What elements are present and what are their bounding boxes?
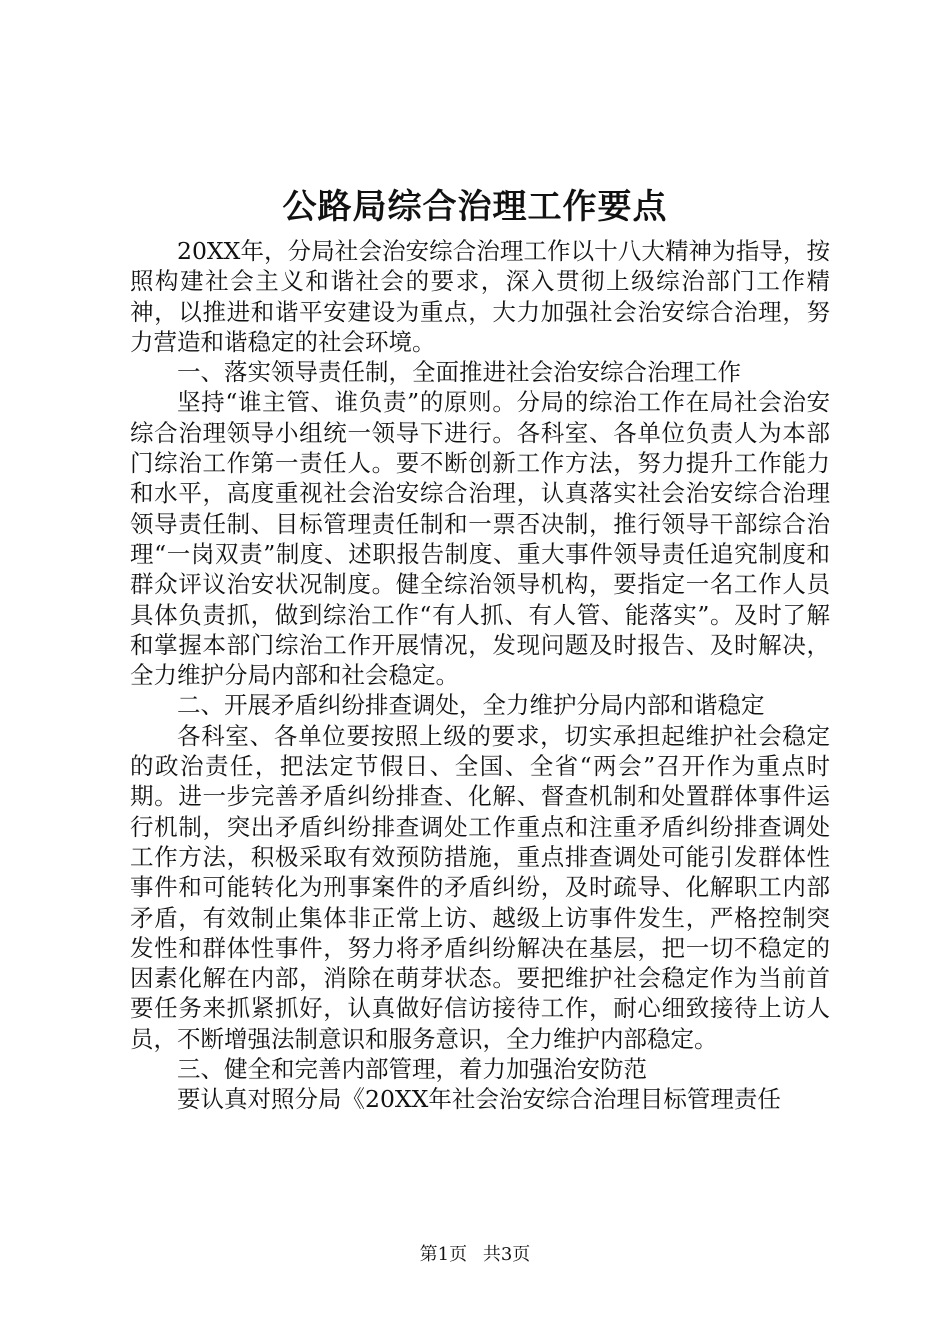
document-body [130, 236, 830, 1115]
section-paragraph-2: 各科室、各单位要按照上级的要求，切实承担起维护社会稳定的政治责任，把法定节假日、全国、全省“两会”召开作为重点时期。进一步完善矛盾纠纷排查、化解、督查机制和处置群体事件运行机制，突出矛盾纠纷排查调处工作重点和注重矛盾纠纷排查调处工作方法，积极采取有效预防措施，重点排查调处可能引发群体性事件和可能转化为刑事案件的矛盾纠纷，及时疏导、化解职工内部矛盾，有效制止集体非正常上访、越级上访事件发生，严格控制突发性和群体性事件，努力将矛盾纠纷解决在基层，把一切不稳定的因素化解在内部，消除在萌芽状态。要把维护社会稳定作为当前首要任务来抓紧抓好，认真做好信访接待工作，耐心细致接待上访人员，不断增强法制意识和服务意识，全力维护内部稳定。 [130, 721, 830, 1053]
document-title: 公路局综合治理工作要点 [282, 187, 668, 227]
page-footer [0, 1243, 950, 1267]
section-paragraph-1: 坚持“谁主管、谁负责”的原则。分局的综治工作在局社会治安综合治理领导小组统一领导下进行。各科室、各单位负责人为本部门综治工作第一责任人。要不断创新工作方法，努力提升工作能力和水平，高度重视社会治安综合治理，认真落实社会治安综合治理领导责任制、目标管理责任制和一票否决制，推行领导干部综合治理“一岗双责”制度、述职报告制度、重大事件领导责任追究制度和群众评议治安状况制度。健全综治领导机构，要指定一名工作人员具体负责抓，做到综治工作“有人抓、有人管、能落实”。及时了解和掌握本部门综治工作开展情况，发现问题及时报告、及时解决，全力维护分局内部和社会稳定。 [130, 388, 830, 690]
section-heading-3: 三、健全和完善内部管理，着力加强治安防范 [177, 1055, 647, 1084]
section-paragraph-3: 要认真对照分局《20XX年社会治安综合治理目标管理责任 [177, 1085, 781, 1114]
section-heading-2: 二、开展矛盾纠纷排查调处，全力维护分局内部和谐稳定 [177, 691, 765, 720]
page-total: 共3页 [482, 1244, 531, 1265]
page-number: 第1页 [419, 1244, 468, 1265]
section-heading-1: 一、落实领导责任制，全面推进社会治安综合治理工作 [177, 358, 741, 387]
intro-paragraph: 20XX年，分局社会治安综合治理工作以十八大精神为指导，按照构建社会主义和谐社会的要求，深入贯彻上级综治部门工作精神，以推进和谐平安建设为重点，大力加强社会治安综合治理，努力营造和谐稳定的社会环境。 [130, 237, 830, 356]
